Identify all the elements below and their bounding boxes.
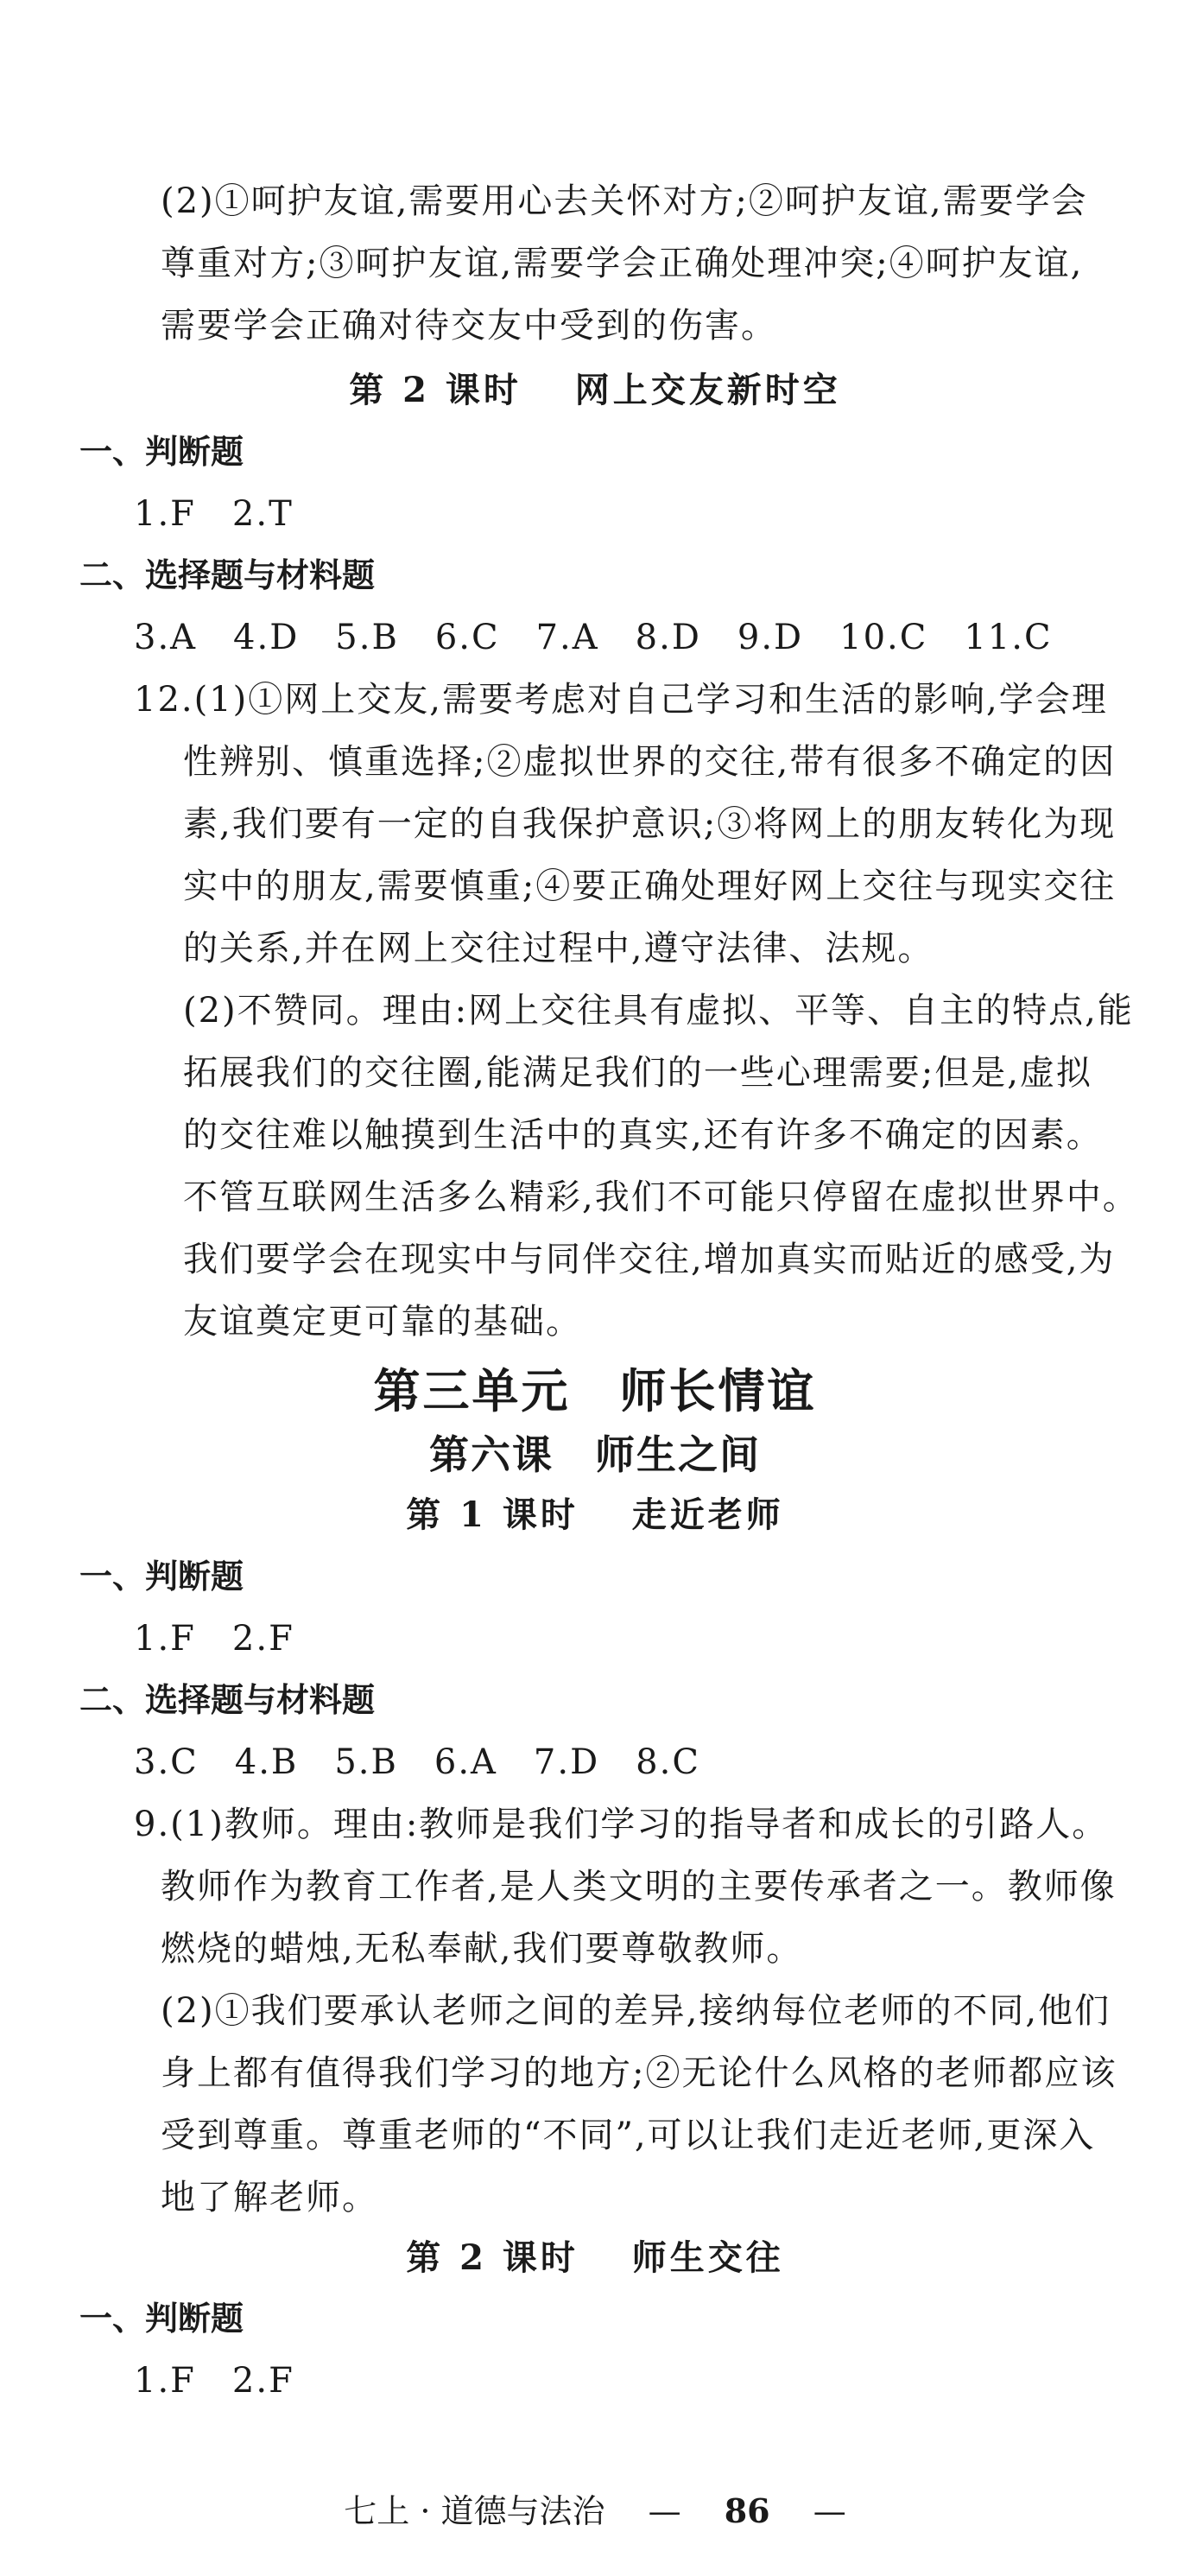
- text-line: 9.(1)教师。理由:教师是我们学习的指导者和成长的引路人。: [134, 1805, 1109, 1844]
- class-heading: 第六课 师生之间: [429, 1431, 761, 1478]
- footer-dash: —: [615, 2492, 714, 2530]
- text-line: 地了解老师。: [161, 2178, 378, 2218]
- text-line: 12.(1)①网上交友,需要考虑对自己学习和生活的影响,学会理: [134, 680, 1108, 720]
- text-line: 需要学会正确对待交友中受到的伤害。: [161, 306, 777, 346]
- section-heading: 一、判断题: [79, 433, 244, 471]
- text-line: (2)不赞同。理由:网上交往具有虚拟、平等、自主的特点,能: [183, 991, 1134, 1031]
- footer-dash: —: [780, 2492, 846, 2530]
- section-heading: 一、判断题: [79, 1558, 244, 1596]
- footer-book-title: 七上 · 道德与法治: [344, 2492, 605, 2530]
- text-line: 不管互联网生活多么精彩,我们不可能只停留在虚拟世界中。: [183, 1177, 1139, 1217]
- unit-heading: 第三单元 师长情谊: [373, 1364, 817, 1418]
- answer-line: 1.F 2.F: [134, 2361, 294, 2401]
- text-line: 性辨别、慎重选择;②虚拟世界的交往,带有很多不确定的因: [183, 742, 1117, 782]
- section-heading: 二、选择题与材料题: [79, 556, 376, 594]
- answer-line: 1.F 2.T: [134, 494, 294, 534]
- section-heading: 一、判断题: [79, 2300, 244, 2338]
- lesson-heading: 第 1 课时 走近老师: [406, 1494, 784, 1535]
- text-line: 的关系,并在网上交往过程中,遵守法律、法规。: [183, 929, 934, 968]
- answer-line: 1.F 2.F: [134, 1619, 294, 1659]
- answer-line: 3.A 4.D 5.B 6.C 7.A 8.D 9.D 10.C 11.C: [134, 618, 1053, 657]
- text-line: 教师作为教育工作者,是人类文明的主要传承者之一。教师像: [161, 1867, 1117, 1907]
- answer-line: 3.C 4.B 5.B 6.A 7.D 8.C: [134, 1742, 700, 1782]
- text-line: 燃烧的蜡烛,无私奉献,我们要尊敬教师。: [161, 1929, 803, 1969]
- text-line: (2)①我们要承认老师之间的差异,接纳每位老师的不同,他们: [161, 1991, 1111, 2031]
- text-line: 实中的朋友,需要慎重;④要正确处理好网上交往与现实交往: [183, 866, 1117, 906]
- text-line: 我们要学会在现实中与同伴交往,增加真实而贴近的感受,为: [183, 1240, 1116, 1279]
- text-line: 身上都有值得我们学习的地方;②无论什么风格的老师都应该: [161, 2053, 1117, 2093]
- text-line: 素,我们要有一定的自我保护意识;③将网上的朋友转化为现: [183, 804, 1117, 844]
- text-line: (2)①呵护友谊,需要用心去关怀对方;②呵护友谊,需要学会: [161, 181, 1088, 221]
- lesson-heading: 第 2 课时 网上交友新时空: [349, 370, 841, 410]
- page-footer: [0, 2484, 1190, 2532]
- text-line: 拓展我们的交往圈,能满足我们的一些心理需要;但是,虚拟: [183, 1053, 1092, 1093]
- text-line: 尊重对方;③呵护友谊,需要学会正确处理冲突;④呵护友谊,: [161, 244, 1084, 283]
- lesson-heading: 第 2 课时 师生交往: [406, 2237, 784, 2278]
- section-heading: 二、选择题与材料题: [79, 1681, 376, 1719]
- text-line: 友谊奠定更可靠的基础。: [183, 1302, 582, 1342]
- text-line: 的交往难以触摸到生活中的真实,还有许多不确定的因素。: [183, 1115, 1103, 1155]
- text-line: 受到尊重。尊重老师的“不同”,可以让我们走近老师,更深入: [161, 2116, 1096, 2155]
- page-number: 86: [724, 2491, 770, 2530]
